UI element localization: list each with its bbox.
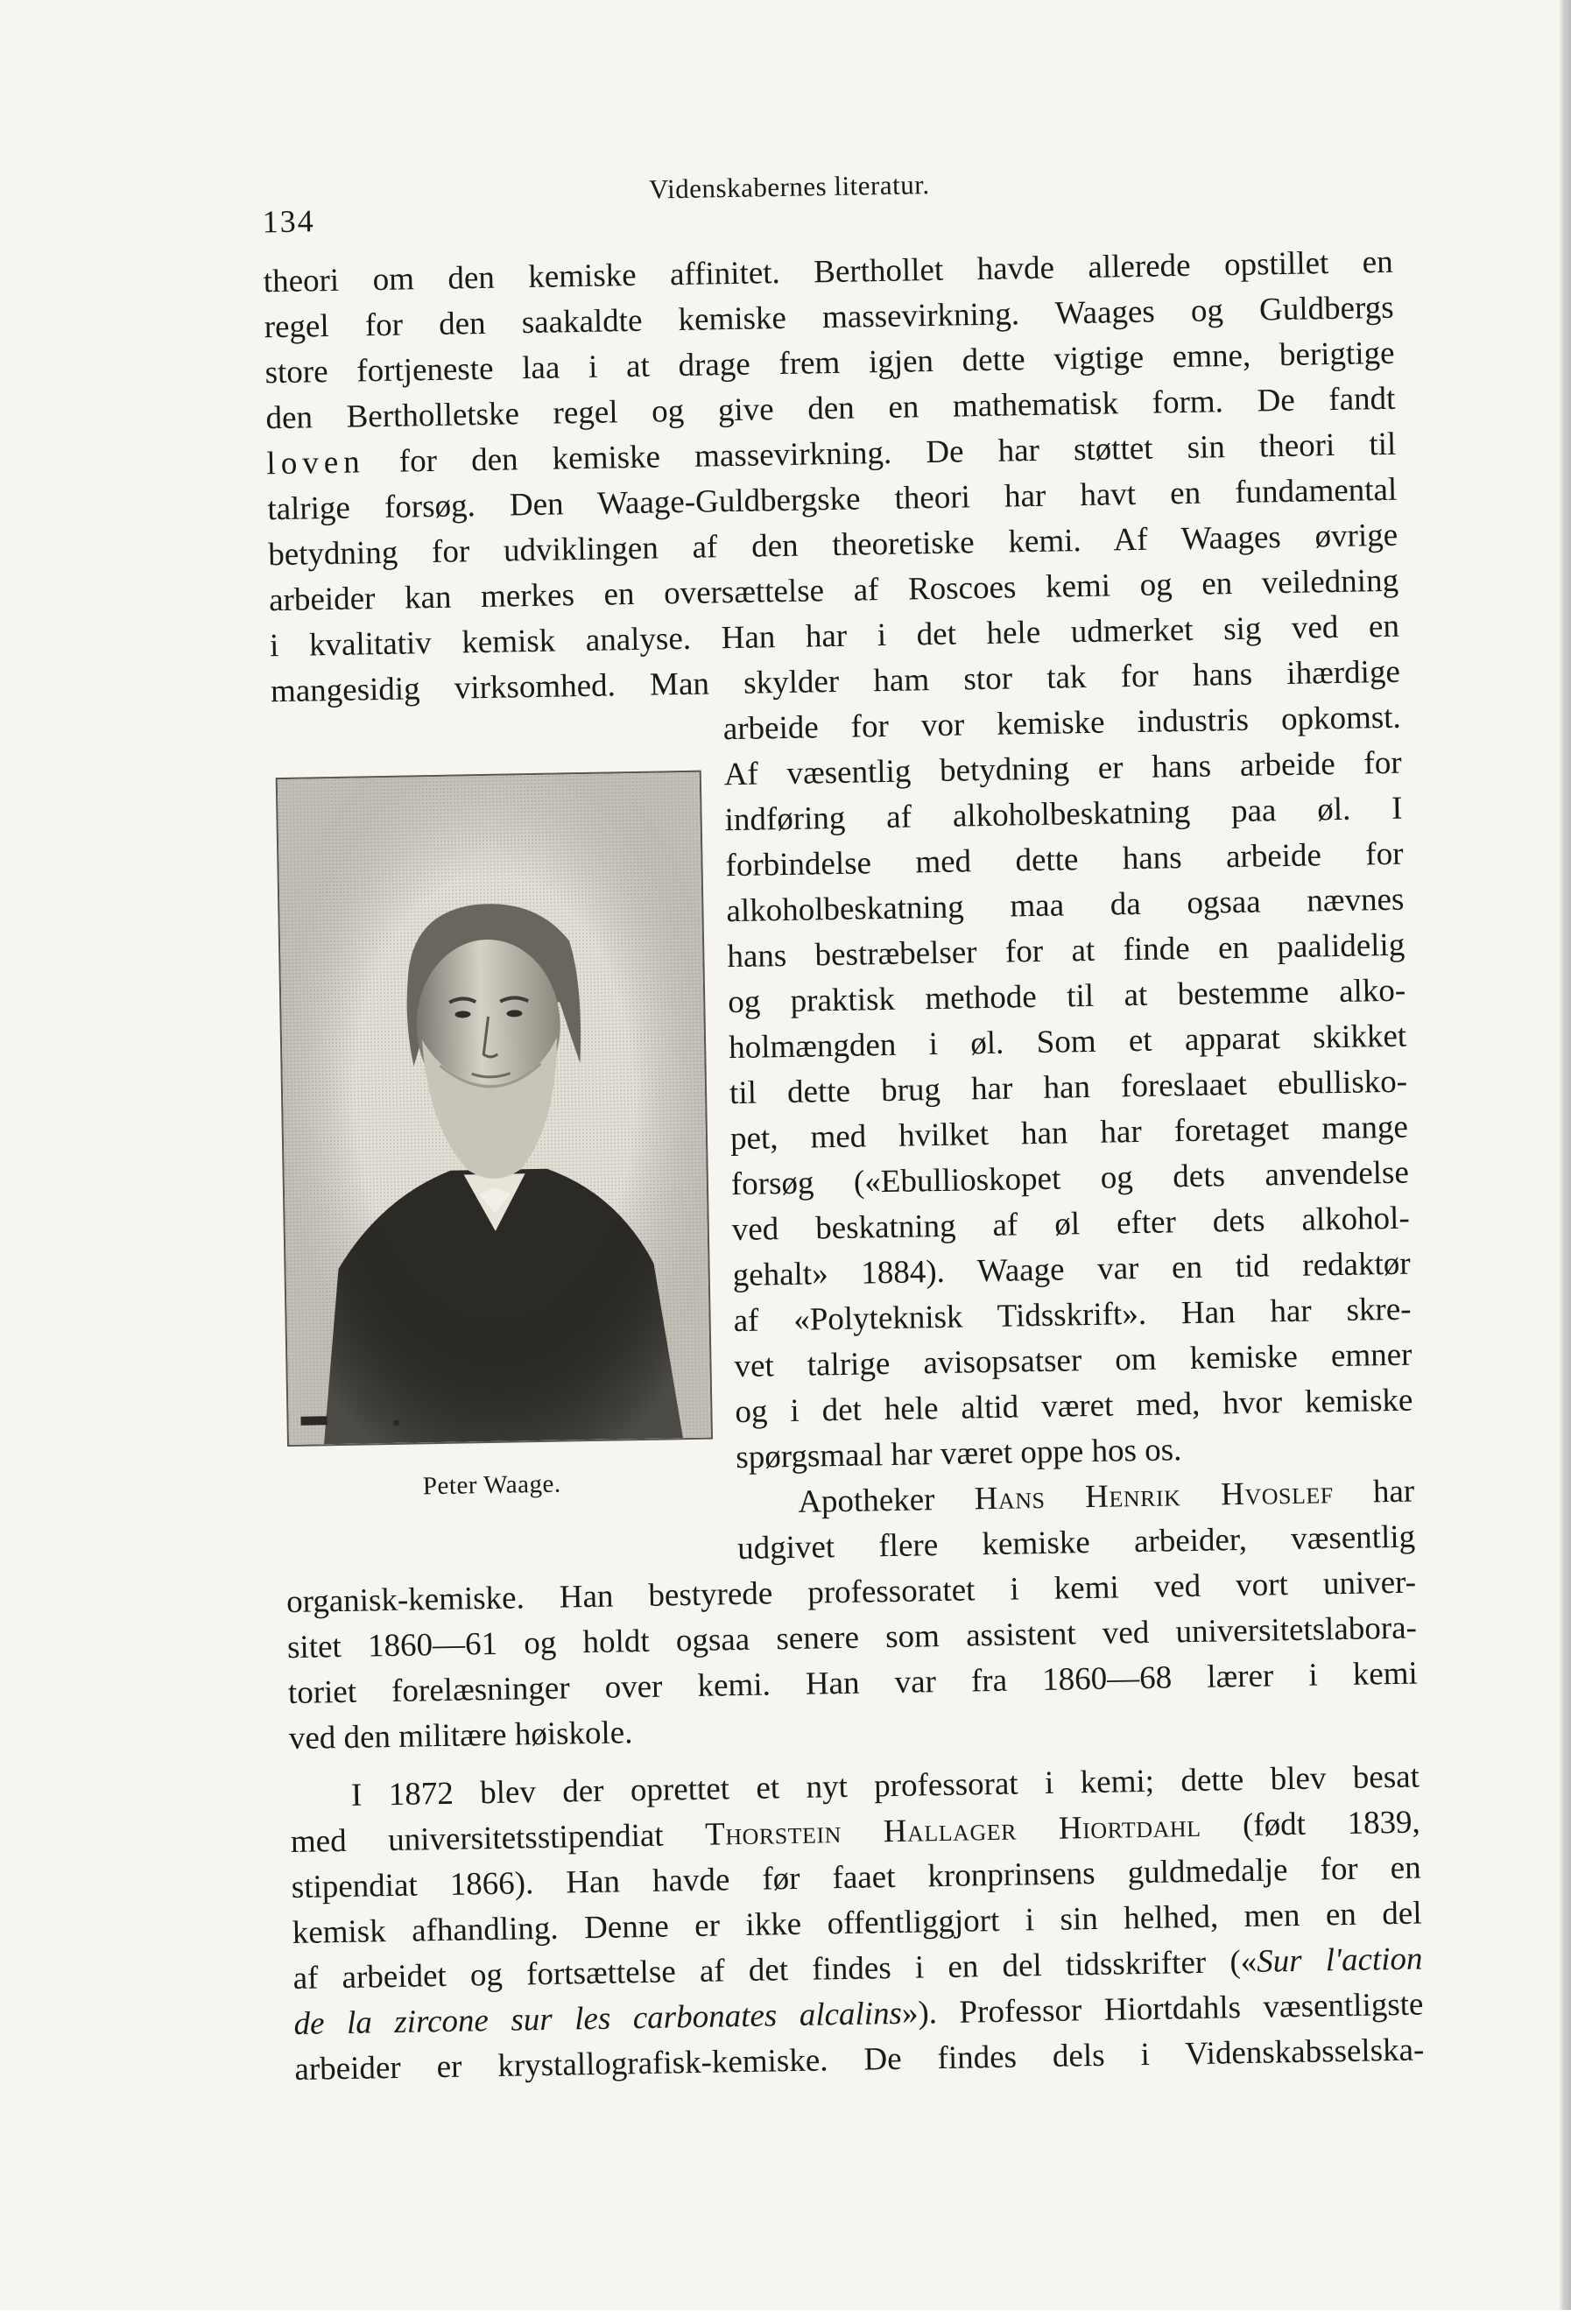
text-line: gehalt» 1884). Waage var en tid redaktør — [732, 1245, 1411, 1294]
figure-caption: Peter Waage. — [422, 1469, 561, 1501]
italic-title: de la zircone sur les carbonates alcalins — [293, 1995, 903, 2043]
text-span: »). Professor Hiortdahls væsentligste — [901, 1986, 1424, 2032]
text-line: mangesidig virksomhed. Man skylder ham stor tak for hans ihærdige — [270, 653, 1401, 710]
text-line: alkoholbeskatning maa da ogsaa nævnes — [726, 881, 1405, 930]
text-line: pet, med hvilket han har foretaget mange — [729, 1109, 1409, 1158]
text-span: med universitetsstipendiat — [290, 1816, 706, 1861]
text-line: vet talrige avisopsatser om kemiske emner — [734, 1336, 1412, 1385]
portrait-illustration — [278, 772, 711, 1445]
photo-vignette — [278, 772, 711, 1445]
running-head: Videnskabernes literatur. — [648, 169, 930, 205]
text-line: organisk-kemiske. Han bestyrede professoratet i kemi ved vort univer- — [285, 1564, 1417, 1621]
text-line: arbeider er krystallografisk-kemiske. De findes dels i Videnskabsselska- — [294, 2032, 1425, 2088]
text-line: sitet 1860—61 og holdt ogsaa senere som assistent ved universitetslabora- — [286, 1609, 1418, 1666]
text-line: udgivet flere kemiske arbeider, væsentlig — [736, 1518, 1416, 1567]
text-span: Apotheker — [797, 1481, 976, 1520]
text-line: talrige forsøg. Den Waage-Guldbergske theori har havt en fundamental — [267, 471, 1398, 528]
text-line: hans bestræbelser for at finde en paalidelig — [727, 926, 1405, 975]
italic-title: Sur l'action — [1256, 1940, 1423, 1980]
person-name: Thorstein Hallager Hiortdahl — [704, 1807, 1201, 1853]
person-name: Hans Henrik Hvoslef — [974, 1475, 1334, 1518]
text-span: har — [1333, 1473, 1415, 1511]
emphasis-spaced: loven — [266, 444, 366, 482]
text-line: kemisk afhandling. Denne er ikke offentliggjort i sin helhed, men en del — [292, 1895, 1422, 1952]
text-line: den Bertholletske regel og give den en mathematisk form. De fandt — [265, 380, 1396, 437]
text-line: indføring af alkoholbeskatning paa øl. I — [724, 790, 1403, 839]
portrait-photo — [276, 771, 713, 1447]
text-line: store fortjeneste laa i at drage frem igjen dette vigtige emne, berigtige — [264, 335, 1395, 391]
text-line: theori om den kemiske affinitet. Berthollet havde allerede opstillet en — [263, 243, 1393, 300]
text-line: betydning for udviklingen af den theoretiske kemi. Af Waages øvrige — [267, 517, 1398, 574]
text-line: arbeide for vor kemiske industris opkomst. — [722, 699, 1402, 748]
text-line: stipendiat 1866). Han havde før faaet kronprinsens guldmedalje for en — [291, 1849, 1422, 1906]
text-line: arbeider kan merkes en oversættelse af Roscoes kemi og en veiledning — [268, 562, 1399, 619]
text-line: af «Polyteknisk Tidsskrift». Han har skre- — [733, 1291, 1412, 1340]
text-line: ved den militære høiskole. — [288, 1715, 633, 1757]
text-line: og praktisk methode til at bestemme alko- — [727, 972, 1406, 1021]
text-line: toriet forelæsninger over kemi. Han var fra 1860—68 lærer i kemi — [287, 1655, 1419, 1712]
text-line: forbindelse med dette hans arbeide for — [725, 835, 1404, 884]
page-number: 134 — [262, 203, 315, 240]
text-line: og i det hele altid været med, hvor kemiske — [735, 1382, 1413, 1431]
text-line: I 1872 blev der oprettet et nyt professorat i kemi; dette blev besat — [350, 1758, 1420, 1813]
text-line: forsøg («Ebullioskopet og dets anvendelse — [730, 1154, 1410, 1203]
text-line: til dette brug har han foreslaaet ebullisko- — [729, 1063, 1408, 1112]
text-line: regel for den saakaldte kemiske massevirkning. Waages og Guldbergs — [264, 289, 1394, 346]
text-line: Af væsentlig betydning er hans arbeide for — [723, 744, 1402, 793]
text-line: ved beskatning af øl efter dets alkohol- — [731, 1200, 1411, 1249]
text-line: i kvalitativ kemisk analyse. Han har i det hele udmerket sig ved en — [269, 608, 1400, 665]
text-line: spørgsmaal har været oppe hos os. — [735, 1432, 1182, 1476]
text-line: holmængden i øl. Som et apparat skikket — [728, 1018, 1407, 1067]
text-span: (født 1839, — [1201, 1804, 1421, 1844]
text-span: af arbeidet og fortsættelse af det findes i en del tidsskrifter (« — [292, 1943, 1258, 1997]
text-span: for den kemiske massevirkning. De har støttet sin theori til — [364, 426, 1397, 481]
